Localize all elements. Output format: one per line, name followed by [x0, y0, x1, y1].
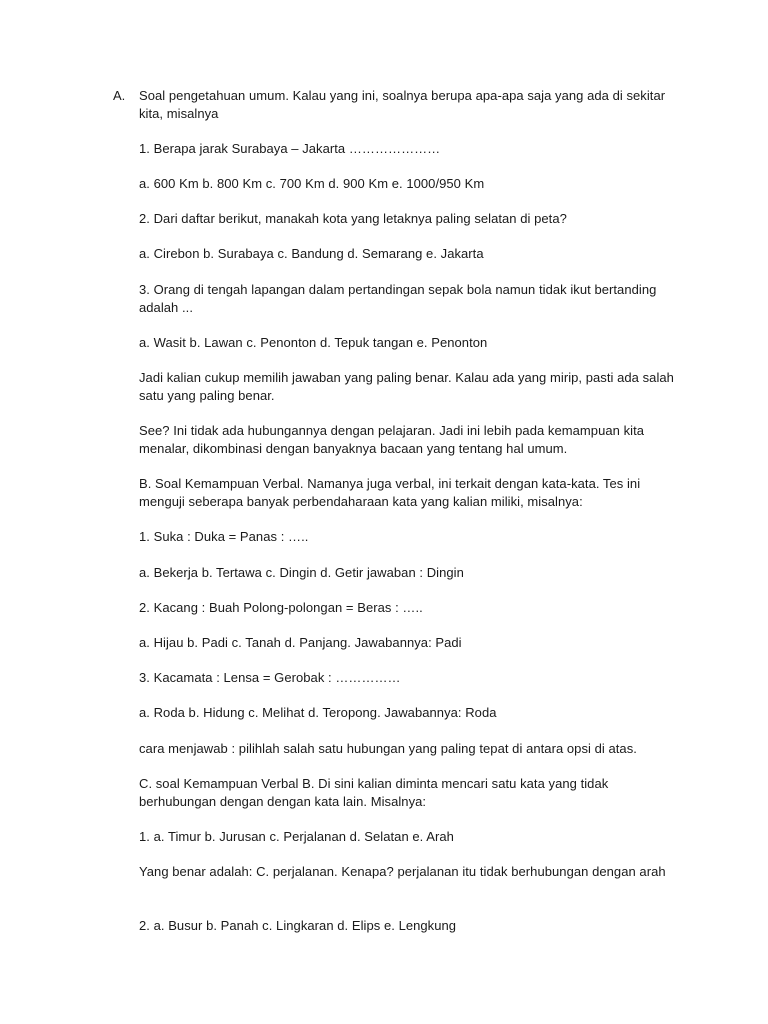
section-b-question-3-options: a. Roda b. Hidung c. Melihat d. Teropong. Jawabannya: Roda	[139, 705, 497, 720]
section-a-note-2-line-2: menalar, dikombinasi dengan banyaknya bacaan yang tentang hal umum.	[139, 441, 568, 456]
section-b-intro-line-1: B. Soal Kemampuan Verbal. Namanya juga verbal, ini terkait dengan kata-kata. Tes ini	[139, 476, 641, 491]
section-a-note-1-line-1: Jadi kalian cukup memilih jawaban yang paling benar. Kalau ada yang mirip, pasti ada salah	[139, 370, 674, 385]
section-b-question-1-options: a. Bekerja b. Tertawa c. Dingin d. Getir jawaban : Dingin	[139, 565, 464, 580]
section-a-intro-line-2: kita, misalnya	[139, 106, 219, 121]
section-a-question-1: 1. Berapa jarak Surabaya – Jakarta …………………	[139, 141, 441, 156]
section-a-question-2: 2. Dari daftar berikut, manakah kota yang letaknya paling selatan di peta?	[139, 211, 567, 226]
section-a-question-3-line-2: adalah ...	[139, 300, 193, 315]
section-c-question-2: 2. a. Busur b. Panah c. Lingkaran d. Elips e. Lengkung	[139, 918, 457, 933]
section-b-question-2: 2. Kacang : Buah Polong-polongan = Beras : …..	[139, 600, 423, 615]
section-a-marker: A.	[113, 88, 126, 103]
section-c-answer-1: Yang benar adalah: C. perjalanan. Kenapa? perjalanan itu tidak berhubungan dengan arah	[139, 864, 666, 879]
section-c-question-1: 1. a. Timur b. Jurusan c. Perjalanan d. Selatan e. Arah	[139, 829, 454, 844]
section-b-question-3: 3. Kacamata : Lensa = Gerobak : ……………	[139, 670, 401, 685]
section-a-intro-line-1: Soal pengetahuan umum. Kalau yang ini, soalnya berupa apa-apa saja yang ada di sekitar	[139, 88, 666, 103]
section-a-note-1-line-2: satu yang paling benar.	[139, 388, 275, 403]
section-b-how-to: cara menjawab : pilihlah salah satu hubungan yang paling tepat di antara opsi di atas.	[139, 741, 637, 756]
section-a-question-3-line-1: 3. Orang di tengah lapangan dalam pertandingan sepak bola namun tidak ikut bertanding	[139, 282, 657, 297]
section-b-question-2-options: a. Hijau b. Padi c. Tanah d. Panjang. Jawabannya: Padi	[139, 635, 462, 650]
section-b-question-1: 1. Suka : Duka = Panas : …..	[139, 529, 309, 544]
section-a-question-2-options: a. Cirebon b. Surabaya c. Bandung d. Semarang e. Jakarta	[139, 246, 484, 261]
section-c-intro-line-2: berhubungan dengan dengan kata lain. Misalnya:	[139, 794, 427, 809]
section-a-question-3-options: a. Wasit b. Lawan c. Penonton d. Tepuk tangan e. Penonton	[139, 335, 488, 350]
section-c-intro-line-1: C. soal Kemampuan Verbal B. Di sini kalian diminta mencari satu kata yang tidak	[139, 776, 609, 791]
section-a-note-2-line-1: See? Ini tidak ada hubungannya dengan pelajaran. Jadi ini lebih pada kemampuan kita	[139, 423, 645, 438]
section-b-intro-line-2: menguji seberapa banyak perbendaharaan kata yang kalian miliki, misalnya:	[139, 494, 583, 509]
section-a-question-1-options: a. 600 Km b. 800 Km c. 700 Km d. 900 Km e. 1000/950 Km	[139, 176, 485, 191]
